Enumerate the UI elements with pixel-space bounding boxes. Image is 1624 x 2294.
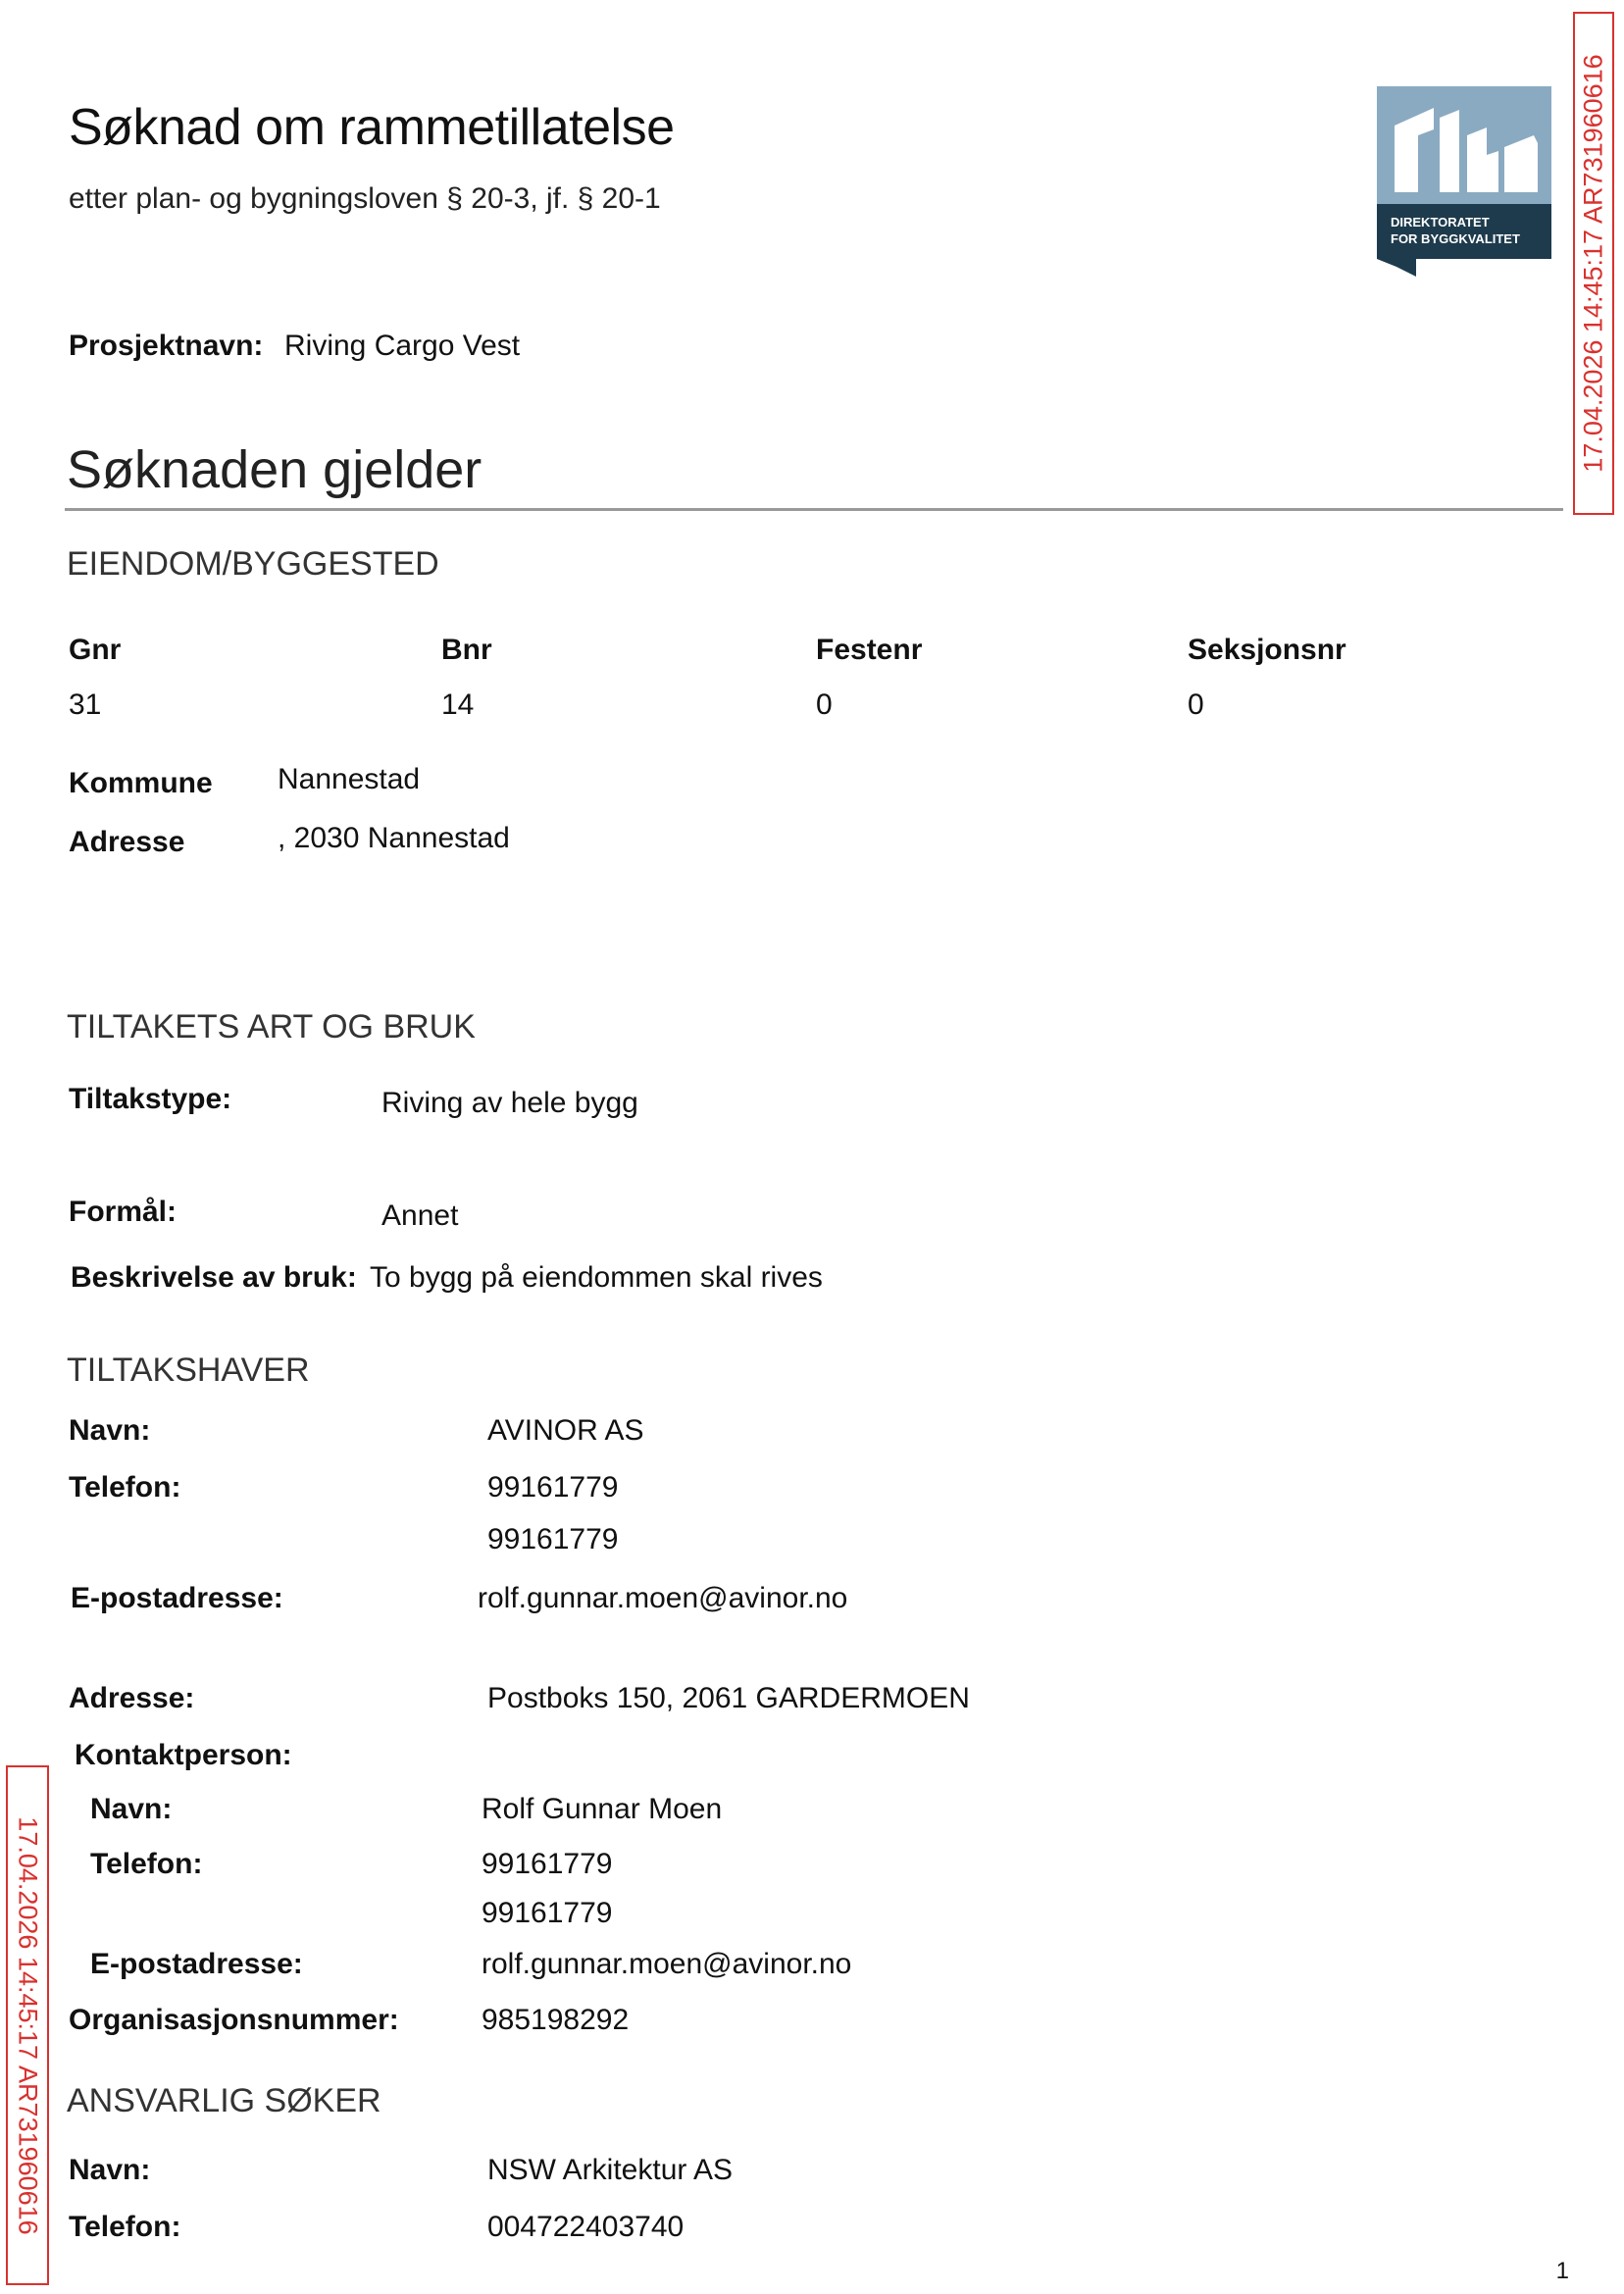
festenr-value: 0 xyxy=(816,688,833,721)
document-subtitle: etter plan- og bygningsloven § 20-3, jf. § 20-1 xyxy=(69,182,661,215)
tiltakstype-value: Riving av hele bygg xyxy=(381,1087,638,1119)
kontakt-navn-label: Navn: xyxy=(90,1793,173,1825)
formal-value: Annet xyxy=(381,1199,459,1232)
kontakt-telefon-label: Telefon: xyxy=(90,1848,203,1880)
dibk-logo xyxy=(1377,86,1551,277)
project-label: Prosjektnavn: xyxy=(69,330,264,362)
beskrivelse-value: To bygg på eiendommen skal rives xyxy=(370,1261,823,1294)
kommune-label: Kommune xyxy=(69,767,213,799)
adresse-label: Adresse xyxy=(69,826,185,858)
ansvarlig-heading: ANSVARLIG SØKER xyxy=(67,2082,381,2119)
tiltakshaver-navn-value: AVINOR AS xyxy=(487,1414,644,1447)
tiltakshaver-epost-label: E-postadresse: xyxy=(71,1582,283,1614)
orgnr-value: 985198292 xyxy=(482,2004,630,2036)
tiltakshaver-adresse-value: Postboks 150, 2061 GARDERMOEN xyxy=(487,1682,970,1714)
kommune-value: Nannestad xyxy=(278,763,421,795)
seksjonsnr-label: Seksjonsnr xyxy=(1188,634,1346,666)
tiltakshaver-adresse-label: Adresse: xyxy=(69,1682,195,1714)
bnr-value: 14 xyxy=(441,688,475,721)
tiltakshaver-telefon-label: Telefon: xyxy=(69,1471,181,1504)
eiendom-heading: EIENDOM/BYGGESTED xyxy=(67,545,439,583)
kontakt-navn-value: Rolf Gunnar Moen xyxy=(482,1793,723,1825)
kontakt-telefon-value-2: 99161779 xyxy=(482,1897,613,1929)
logo-text-line2: FOR BYGGKVALITET xyxy=(1391,231,1520,246)
tiltakshaver-navn-label: Navn: xyxy=(69,1414,151,1447)
stamp-text-top: 17.04.2026 14:45:17 AR731960616 xyxy=(1578,54,1608,473)
kontaktperson-label: Kontaktperson: xyxy=(75,1739,292,1771)
gnr-label: Gnr xyxy=(69,634,122,666)
gnr-value: 31 xyxy=(69,688,102,721)
orgnr-label: Organisasjonsnummer: xyxy=(69,2004,399,2036)
ansvarlig-navn-label: Navn: xyxy=(69,2154,151,2186)
tiltakshaver-heading: TILTAKSHAVER xyxy=(67,1351,310,1389)
section-heading: Søknaden gjelder xyxy=(67,440,482,499)
bnr-label: Bnr xyxy=(441,634,492,666)
tiltakshaver-epost-value: rolf.gunnar.moen@avinor.no xyxy=(478,1582,848,1614)
document-title: Søknad om rammetillatelse xyxy=(69,99,675,156)
logo-text-line1: DIREKTORATET xyxy=(1391,215,1490,229)
ansvarlig-telefon-label: Telefon: xyxy=(69,2211,181,2243)
kontakt-telefon-value-1: 99161779 xyxy=(482,1848,613,1880)
tiltak-heading: TILTAKETS ART OG BRUK xyxy=(67,1008,476,1045)
page-number: 1 xyxy=(1555,2258,1569,2284)
tiltakstype-label: Tiltakstype: xyxy=(69,1083,232,1115)
kontakt-epost-label: E-postadresse: xyxy=(90,1948,303,1980)
tiltakshaver-telefon-value-1: 99161779 xyxy=(487,1471,619,1504)
kontakt-epost-value: rolf.gunnar.moen@avinor.no xyxy=(482,1948,852,1980)
timestamp-stamp-top xyxy=(1573,12,1614,515)
heading-divider xyxy=(65,508,1563,511)
ansvarlig-navn-value: NSW Arkitektur AS xyxy=(487,2154,734,2186)
tiltakshaver-telefon-value-2: 99161779 xyxy=(487,1523,619,1555)
timestamp-stamp-bottom xyxy=(6,1765,49,2285)
formal-label: Formål: xyxy=(69,1196,178,1228)
adresse-value: , 2030 Nannestad xyxy=(278,822,510,854)
ansvarlig-telefon-value: 004722403740 xyxy=(487,2211,685,2243)
festenr-label: Festenr xyxy=(816,634,923,666)
seksjonsnr-value: 0 xyxy=(1188,688,1204,721)
beskrivelse-label: Beskrivelse av bruk: xyxy=(71,1261,357,1294)
project-value: Riving Cargo Vest xyxy=(284,330,521,362)
stamp-text-bottom: 17.04.2026 14:45:17 AR731960616 xyxy=(13,1815,43,2235)
